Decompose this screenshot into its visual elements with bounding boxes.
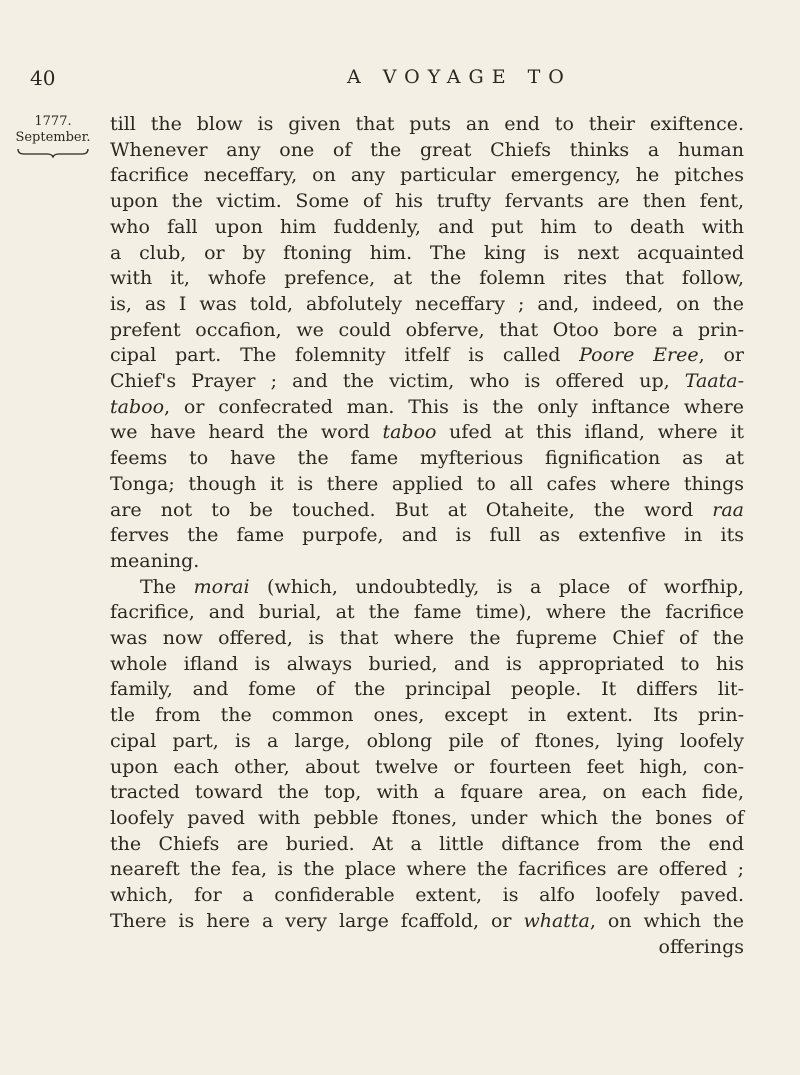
text-segment: , or — [698, 344, 744, 367]
brace-icon — [16, 148, 90, 158]
text-line: upon the victim. Some of his trufty fervants are then fent, — [110, 190, 744, 213]
text-line: tle from the common ones, except in extent. Its prin- — [110, 704, 744, 727]
page-number: 40 — [30, 66, 56, 90]
text-segment: (which, undoubtedly, is a place of worfhip, — [249, 575, 744, 598]
text-line: loofely paved with pebble ftones, under which the bones of — [110, 806, 744, 829]
term-raa: raa — [712, 498, 744, 521]
text-segment: ufed at this ifland, where it — [436, 421, 745, 444]
margin-note — [8, 114, 98, 158]
term-morai: morai — [193, 575, 250, 598]
text-segment: There is here a very large fcaffold, or — [110, 909, 524, 932]
text-segment: are not to be touched. But at Otaheite, the word — [110, 498, 713, 521]
text-line: whole ifland is always buried, and is appropriated to his — [110, 652, 744, 675]
text-line: meaning. — [110, 549, 200, 572]
text-segment: cipal part. The folemnity itfelf is called — [110, 344, 580, 367]
text-line: with it, whofe prefence, at the folemn rites that follow, — [110, 267, 744, 290]
term-poore-eree: Poore Eree — [579, 344, 699, 367]
text-line: the Chiefs are buried. At a little diftance from the end — [110, 832, 744, 855]
body-text — [110, 112, 744, 960]
text-line: facrifice neceffary, on any particular emergency, he pitches — [110, 164, 744, 187]
text-line: facrifice, and burial, at the fame time), where the facrifice — [110, 601, 744, 624]
text-line: prefent occafion, we could obferve, that Otoo bore a prin- — [110, 318, 744, 341]
text-line: who fall upon him fuddenly, and put him to death with — [110, 215, 744, 238]
running-head: A VOYAGE TO — [347, 66, 572, 88]
text-line — [110, 395, 744, 421]
text-line — [110, 498, 744, 524]
text-line: was now offered, is that where the fupreme Chief of the — [110, 627, 744, 650]
text-line: till the blow is given that puts an end to their exiftence. — [110, 113, 744, 135]
text-line: feems to have the fame myfterious fignification as at — [110, 447, 744, 470]
text-line: upon each other, about twelve or fourteen feet high, con- — [110, 755, 744, 778]
text-segment: Chief's Prayer ; and the victim, who is offered up, — [110, 370, 685, 393]
term-whatta: whatta — [523, 909, 590, 932]
text-line: cipal part, is a large, oblong pile of ftones, lying loofely — [110, 729, 744, 752]
text-line: a club, or by ftoning him. The king is next acquainted — [110, 241, 744, 264]
text-segment: , on which the — [589, 909, 744, 932]
term-taboo: taboo — [382, 421, 437, 444]
term-taata: Taata- — [684, 370, 744, 393]
text-segment: , or confecrated man. This is the only inftance where — [164, 395, 744, 418]
text-line: Whenever any one of the great Chiefs thinks a human — [110, 138, 744, 161]
text-line: is, as I was told, abfolutely neceffary ; and, indeed, on the — [110, 292, 744, 315]
text-line — [110, 575, 744, 601]
text-line: family, and fome of the principal people. It differs lit- — [110, 678, 744, 701]
text-line: ferves the fame purpofe, and is full as extenfive in its — [110, 524, 744, 547]
text-line — [110, 343, 744, 369]
margin-month: September. — [15, 130, 91, 145]
catchword: offerings — [658, 935, 744, 958]
text-line — [110, 369, 744, 395]
text-line: Tonga; though it is there applied to all cafes where things — [110, 472, 744, 495]
text-segment: The — [140, 575, 194, 598]
text-line — [110, 909, 744, 935]
text-line: tracted toward the top, with a fquare area, on each fide, — [110, 781, 744, 804]
text-line — [110, 420, 744, 446]
text-segment: we have heard the word — [110, 421, 383, 444]
text-line: which, for a confiderable extent, is alfo loofely paved. — [110, 884, 744, 907]
text-line: neareft the fea, is the place where the facrifices are offered ; — [110, 858, 744, 881]
margin-year: 1777. — [34, 114, 72, 129]
term-taboo: taboo — [110, 395, 165, 418]
